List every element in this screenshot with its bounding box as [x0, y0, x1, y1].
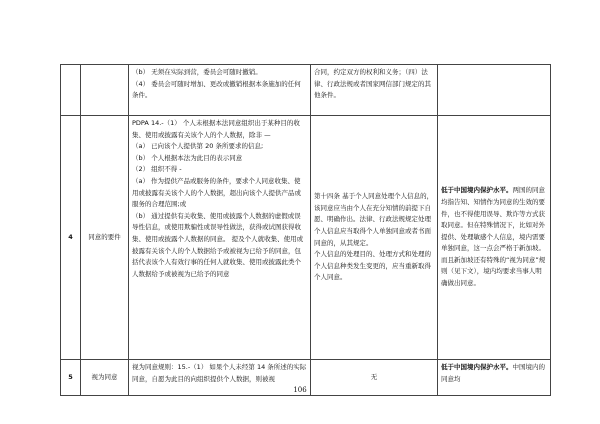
pdpa-cell — [129, 116, 311, 360]
comparison-table — [60, 64, 551, 396]
row-topic — [81, 65, 129, 116]
pdpa-paragraph: PDPA 14.-（1） 个人未根据本法同意组织出于某种目的收集、使用或披露有关该个人的个人数据，除非 — — [132, 119, 300, 139]
pdpa-paragraph: 视为同意规则：15.-（1） 如果个人未经第 14 条所述的实际同意，自愿为此目的向组织提供个人数据，则被视 — [132, 363, 307, 383]
pdpa-paragraph: （a） 作为提供产品或服务的条件，要求个人同意收集、使用或披露有关该个人的个人数据，超出向该个人提供产品或服务的合理范围;或 — [132, 176, 301, 209]
pdpa-paragraph: （b） 个人根据本法为此目的表示同意 — [132, 153, 243, 162]
note-verdict: 低于中国境内保护水平。 — [441, 186, 513, 195]
note-verdict: 低于中国境内保护水平。 — [441, 363, 513, 371]
note-body: 两国的同意均指告知、知情作为同意的生效的要件，也不得使用误导、欺诈等方式获取同意。但在特殊情况下，比如对外提供、处理敏感个人信息，境内需要单独同意，这一点会严格于新加坡。而且新加坡还有特殊的“视为同意”规则（见下文），境内均要求当事人明确做出同意。 — [441, 186, 546, 288]
row-number: 4 — [61, 116, 81, 360]
row-number — [61, 65, 81, 116]
row-topic: 同意的要件 — [81, 116, 129, 360]
pdpa-paragraph: （b） 通过提供有关收集、使用或披露个人数据的虚假或误导性信息，或使用欺骗性或误导性做法，获得或试图获得收集、使用或披露个人数据的同意。 提及个人就收集、使用或披露有关该个人的个人数据给予或被视为已给予的同意，包括代表该个人有效行事的任何人就收集、使用或披露此类个人数据给予或被视为已给予的同意 — [132, 211, 304, 278]
china-law-cell: 合同，约定双方的权利和义务；（四）法律、行政法规或者国家网信部门规定的其他条件。 — [311, 65, 438, 116]
china-law-cell: 第十四条 基于个人同意处理个人信息的，该同意应当由个人在充分知情的前提下自愿、明确作出。法律、行政法规规定处理个人信息应当取得个人单独同意或者书面同意的，从其规定。 个人信息的处理目的、处理方式和处理的个人信息种类发生变更的，应当重新取得个人同意。 — [311, 116, 438, 360]
china-law-cell: 无 — [311, 360, 438, 396]
comparison-note-cell — [438, 65, 551, 116]
pdpa-paragraph: （b） 无须在实际到营，委员会可随时撤销。 — [132, 68, 262, 76]
pdpa-paragraph: （2） 组织不得 - — [132, 165, 182, 174]
pdpa-cell — [129, 65, 311, 116]
table-row — [61, 65, 551, 116]
row-topic: 视为同意 — [81, 360, 129, 396]
comparison-note-cell — [438, 116, 551, 360]
pdpa-paragraph: （a） 已向该个人提供第 20 条所要求的信息; — [132, 142, 264, 151]
pdpa-paragraph: （4） 委员会可随时增加、更改或撤销根据本条施加的任何条件。 — [132, 79, 301, 100]
table-row — [61, 116, 551, 360]
note-body: 中国境内的同意均 — [441, 363, 545, 383]
row-number: 5 — [61, 360, 81, 396]
page-number: 106 — [293, 386, 307, 394]
